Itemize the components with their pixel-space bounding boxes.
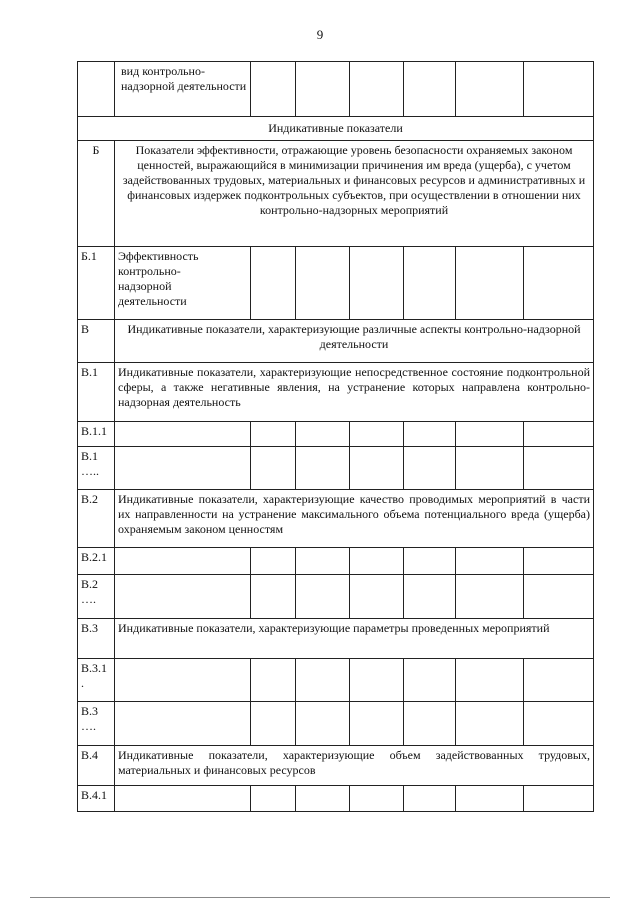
table-cell (251, 447, 296, 490)
table-cell (524, 575, 594, 619)
table-row (78, 548, 594, 575)
table-cell (350, 575, 404, 619)
table-cell (115, 575, 251, 619)
row-code: В.3 (78, 619, 115, 659)
table-row (78, 247, 594, 320)
row-code: В.1 (78, 363, 115, 422)
table-cell (251, 575, 296, 619)
table-cell (524, 548, 594, 575)
row-code: Б.1 (78, 247, 115, 320)
table-cell (350, 447, 404, 490)
table-cell (456, 786, 524, 812)
row-code: В.1 ….. (78, 447, 115, 490)
table-cell (524, 247, 594, 320)
table-cell (524, 786, 594, 812)
row-code: В.1.1 (78, 422, 115, 447)
table-cell (524, 702, 594, 746)
table-cell (350, 422, 404, 447)
table-row (78, 141, 594, 247)
table-cell (251, 702, 296, 746)
row-code: В.2.1 (78, 548, 115, 575)
table-cell (115, 659, 251, 702)
table-cell (296, 247, 350, 320)
table-cell (404, 422, 456, 447)
table-row (78, 659, 594, 702)
table-row (78, 575, 594, 619)
table-cell (251, 62, 296, 117)
table-cell (350, 62, 404, 117)
row-code: В.3.1 . (78, 659, 115, 702)
table-cell (251, 548, 296, 575)
table-cell (456, 659, 524, 702)
row-text: Индикативные показатели, характеризующие параметры проведенных мероприятий (115, 619, 594, 659)
table-cell (404, 548, 456, 575)
row-code: В (78, 320, 115, 363)
table-cell (404, 447, 456, 490)
table-row (78, 447, 594, 490)
row-code: В.2 …. (78, 575, 115, 619)
table-row (78, 363, 594, 422)
table-cell (115, 702, 251, 746)
table-cell (296, 548, 350, 575)
row-text: Индикативные показатели, характеризующие непосредственное состояние подконтрольной сферы, а также негативные явления, на устранение которых направлена контрольно-надзорная деятельность (115, 363, 594, 422)
table-cell (115, 422, 251, 447)
table-cell (524, 447, 594, 490)
table-cell (296, 575, 350, 619)
table-cell (296, 702, 350, 746)
table-cell (350, 247, 404, 320)
table-cell (350, 659, 404, 702)
table-cell (350, 702, 404, 746)
table-cell (456, 575, 524, 619)
table-row (78, 786, 594, 812)
table-cell (456, 62, 524, 117)
section-heading: Индикативные показатели (78, 117, 594, 141)
table-row (78, 117, 594, 141)
table-cell (404, 659, 456, 702)
row-text: Индикативные показатели, характеризующие объем задействованных трудовых, материальных и финансовых ресурсов (115, 746, 594, 786)
scan-edge-line (30, 897, 610, 898)
table-row (78, 702, 594, 746)
table-cell (251, 659, 296, 702)
row-text: Показатели эффективности, отражающие уровень безопасности охраняемых законом ценностей, выражающийся в минимизации причинения им вреда (ущерба), с учетом задействованных трудовых, материальных и финансовых ресурсов и административных и финансовых издержек подконтрольных субъектов, при осуществлении в отношении них контрольно-надзорных мероприятий (115, 141, 594, 247)
indicators-table (77, 61, 594, 812)
table-cell (296, 659, 350, 702)
row-label: вид контрольно-надзорной деятельности (115, 62, 251, 117)
table-cell (296, 447, 350, 490)
table-cell (251, 786, 296, 812)
table-cell (456, 548, 524, 575)
row-text: Индикативные показатели, характеризующие различные аспекты контрольно-надзорной деятельности (115, 320, 594, 363)
row-code: В.3 …. (78, 702, 115, 746)
row-label: Эффективность контрольно-надзорной деятельности (115, 247, 251, 320)
table-cell (404, 62, 456, 117)
table-cell (296, 422, 350, 447)
table-cell (115, 447, 251, 490)
table-row (78, 746, 594, 786)
table-cell (524, 422, 594, 447)
table-cell (350, 786, 404, 812)
table-cell (524, 659, 594, 702)
table-cell (456, 247, 524, 320)
row-text: Индикативные показатели, характеризующие качество проводимых мероприятий в части их направленности на устранение максимального объема потенциального вреда (ущерба) охраняемым законом ценностям (115, 490, 594, 548)
table-cell (251, 422, 296, 447)
table-cell (404, 702, 456, 746)
table-cell (404, 786, 456, 812)
table-cell (78, 62, 115, 117)
table-cell (456, 447, 524, 490)
table-row (78, 422, 594, 447)
table-cell (456, 422, 524, 447)
table-row (78, 320, 594, 363)
table-row (78, 62, 594, 117)
table-cell (296, 786, 350, 812)
row-code: Б (78, 141, 115, 247)
table-cell (296, 62, 350, 117)
table-cell (404, 247, 456, 320)
page-number: 9 (316, 27, 324, 42)
table-cell (456, 702, 524, 746)
table-cell (251, 247, 296, 320)
table-cell (524, 62, 594, 117)
table-cell (404, 575, 456, 619)
table-cell (115, 548, 251, 575)
row-code: В.4 (78, 746, 115, 786)
table-cell (350, 548, 404, 575)
table-cell (115, 786, 251, 812)
table-row (78, 619, 594, 659)
table-row (78, 490, 594, 548)
row-code: В.4.1 (78, 786, 115, 812)
row-code: В.2 (78, 490, 115, 548)
